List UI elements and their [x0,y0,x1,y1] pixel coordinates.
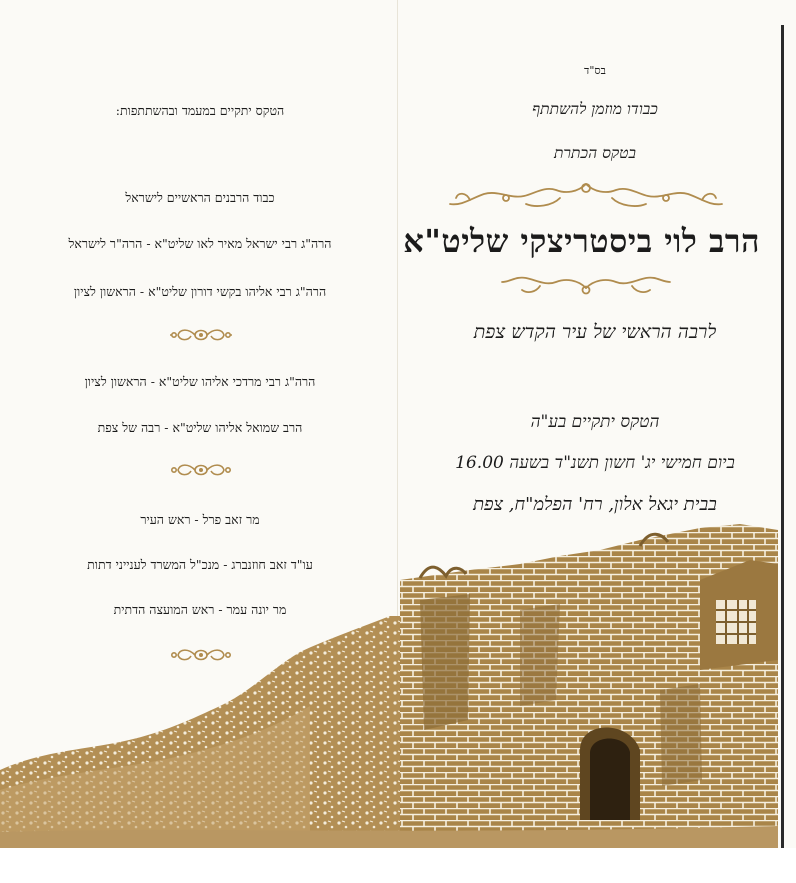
invite-line-2: בטקס הכתרת [553,144,637,162]
invite-line-1: כבודו מוזמן להשתתף [532,100,658,118]
group1-line: הרה"ג רבי ישראל מאיר לאו שליט"א - הרה"ר לישראל [68,236,332,251]
rabbi-name-title: הרב לוי ביסטריצקי שליט"א [403,222,760,260]
group1-line: כבוד הרבנים הראשיים לישראל [125,190,275,205]
group2-line: הרב שמואל אליהו שליט"א - רבה של צפת [97,420,303,435]
role-line: לרבה הראשי של עיר הקדש צפת [473,321,717,343]
scroll-ornament-icon [168,327,234,343]
page-margin [0,848,796,883]
scroll-ornament-icon [168,462,234,478]
bsd-mark: בס"ד [584,64,606,77]
group2-line: הרה"ג רבי מרדכי אליהו שליט"א - הראשון לציון [84,374,316,389]
ceremony-line: הטקס יתקיים בע"ה [530,412,660,432]
page-edge [781,25,784,850]
location-line: בבית יגאל אלון, רח' הפלמ"ח, צפת [473,494,717,515]
group3-line: מר זאב פרל - ראש העיר [140,512,260,527]
old-city-ruins-illustration [0,520,784,850]
date-time-line: ביום חמישי יג' חשון תשנ"ד בשעה 16.00 [455,453,735,473]
group1-line: הרה"ג רבי אליהו בקשי דורון שליט"א - הראשון לציון [73,284,327,299]
group3-line: עו"ד זאב חוזנברג - מנכ"ל המשרד לענייני דתות [87,557,313,572]
participation-intro: הטקס יתקיים במעמד ובהשתתפות: [115,103,285,118]
group3-line: מר יונה עמר - ראש המועצה הדתית [113,602,287,617]
